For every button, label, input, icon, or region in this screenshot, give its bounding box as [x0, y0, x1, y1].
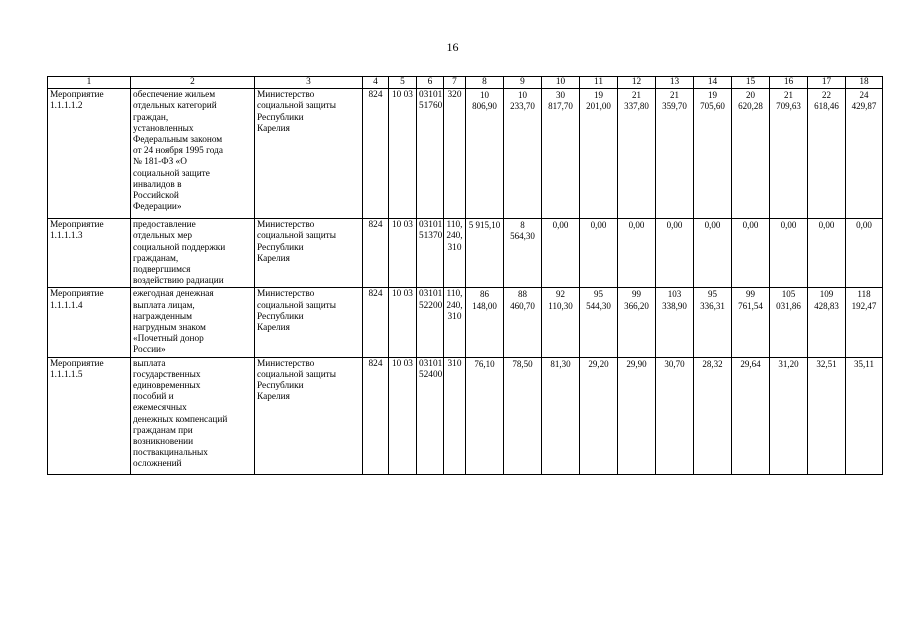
- table-cell: 8 564,30: [504, 219, 542, 288]
- table-cell: 824: [363, 288, 389, 357]
- table-cell: 20 620,28: [732, 89, 770, 219]
- table-row: [48, 288, 883, 357]
- table-cell: 31,20: [770, 357, 808, 474]
- table-cell: 5 915,10: [466, 219, 504, 288]
- table-cell: 30,70: [656, 357, 694, 474]
- table-cell: Министерство социальной защиты Республики Карелия: [255, 357, 363, 474]
- table-cell: 30 817,70: [542, 89, 580, 219]
- table-cell: 29,64: [732, 357, 770, 474]
- table-cell: 92 110,30: [542, 288, 580, 357]
- column-header: 1: [48, 77, 131, 89]
- table-cell: 99 366,20: [618, 288, 656, 357]
- table-cell: 824: [363, 89, 389, 219]
- budget-table: [47, 76, 883, 475]
- column-header: 5: [389, 77, 417, 89]
- column-header: 14: [694, 77, 732, 89]
- table-row: [48, 89, 883, 219]
- table-cell: 0,00: [580, 219, 618, 288]
- table-cell: 10 03: [389, 89, 417, 219]
- table-cell: 21 359,70: [656, 89, 694, 219]
- table-cell: 0,00: [656, 219, 694, 288]
- table-cell: 19 201,00: [580, 89, 618, 219]
- column-header: 17: [808, 77, 846, 89]
- table-cell: обеспечение жильем отдельных категорий граждан, установленных Федеральным законом от 24 ноября 1995 года № 181-ФЗ «О социальной защите инвалидов в Российской Федерации»: [131, 89, 255, 219]
- table-cell: 32,51: [808, 357, 846, 474]
- table-cell: выплата государственных единовременных пособий и ежемесячных денежных компенсаций гражданам при возникновении поствакцинальных осложнений: [131, 357, 255, 474]
- column-header: 12: [618, 77, 656, 89]
- table-cell: 22 618,46: [808, 89, 846, 219]
- column-header: 10: [542, 77, 580, 89]
- table-cell: Министерство социальной защиты Республики Карелия: [255, 219, 363, 288]
- table-cell: 86 148,00: [466, 288, 504, 357]
- table-cell: Мероприятие 1.1.1.1.3: [48, 219, 131, 288]
- header-row: [48, 77, 883, 89]
- column-header: 4: [363, 77, 389, 89]
- table-row: [48, 219, 883, 288]
- column-header: 16: [770, 77, 808, 89]
- table-cell: Министерство социальной защиты Республики Карелия: [255, 89, 363, 219]
- column-header: 3: [255, 77, 363, 89]
- table-cell: 95 544,30: [580, 288, 618, 357]
- table-cell: 03101 52200: [417, 288, 444, 357]
- table-cell: 110, 240, 310: [444, 219, 466, 288]
- table-cell: 03101 51760: [417, 89, 444, 219]
- table-cell: Мероприятие 1.1.1.1.4: [48, 288, 131, 357]
- table-cell: 110, 240, 310: [444, 288, 466, 357]
- table-cell: 81,30: [542, 357, 580, 474]
- table-cell: 118 192,47: [846, 288, 883, 357]
- table-cell: 0,00: [732, 219, 770, 288]
- column-header: 13: [656, 77, 694, 89]
- table-cell: ежегодная денежная выплата лицам, награжденным нагрудным знаком «Почетный донор России»: [131, 288, 255, 357]
- table-cell: Министерство социальной защиты Республики Карелия: [255, 288, 363, 357]
- table-cell: 03101 52400: [417, 357, 444, 474]
- table-cell: 21 709,63: [770, 89, 808, 219]
- table-cell: Мероприятие 1.1.1.1.2: [48, 89, 131, 219]
- table-cell: 99 761,54: [732, 288, 770, 357]
- table-cell: 0,00: [694, 219, 732, 288]
- table-cell: 95 336,31: [694, 288, 732, 357]
- table-cell: 824: [363, 219, 389, 288]
- column-header: 7: [444, 77, 466, 89]
- table-cell: 29,20: [580, 357, 618, 474]
- column-header: 15: [732, 77, 770, 89]
- table-cell: 109 428,83: [808, 288, 846, 357]
- column-header: 18: [846, 77, 883, 89]
- column-header: 9: [504, 77, 542, 89]
- table-cell: 88 460,70: [504, 288, 542, 357]
- table-cell: 24 429,87: [846, 89, 883, 219]
- table-cell: 105 031,86: [770, 288, 808, 357]
- table-cell: 10 03: [389, 288, 417, 357]
- table-cell: 10 03: [389, 357, 417, 474]
- page-number: 16: [446, 40, 459, 54]
- table-cell: 10 03: [389, 219, 417, 288]
- table-cell: 0,00: [846, 219, 883, 288]
- table-row: [48, 357, 883, 474]
- table-cell: 824: [363, 357, 389, 474]
- table-cell: 310: [444, 357, 466, 474]
- table-cell: 35,11: [846, 357, 883, 474]
- table-cell: 19 705,60: [694, 89, 732, 219]
- column-header: 6: [417, 77, 444, 89]
- table-cell: 03101 51370: [417, 219, 444, 288]
- table-cell: 320: [444, 89, 466, 219]
- table-cell: 103 338,90: [656, 288, 694, 357]
- column-header: 11: [580, 77, 618, 89]
- table-cell: 0,00: [770, 219, 808, 288]
- column-header: 2: [131, 77, 255, 89]
- table-cell: 76,10: [466, 357, 504, 474]
- table-cell: 10 233,70: [504, 89, 542, 219]
- table-cell: 28,32: [694, 357, 732, 474]
- table-cell: Мероприятие 1.1.1.1.5: [48, 357, 131, 474]
- table-cell: 0,00: [618, 219, 656, 288]
- table-cell: 10 806,90: [466, 89, 504, 219]
- table-cell: 78,50: [504, 357, 542, 474]
- column-header: 8: [466, 77, 504, 89]
- table-cell: 21 337,80: [618, 89, 656, 219]
- table-cell: 0,00: [808, 219, 846, 288]
- table-cell: 29,90: [618, 357, 656, 474]
- table-cell: предоставление отдельных мер социальной поддержки гражданам, подвергшимся воздействию радиации: [131, 219, 255, 288]
- table-cell: 0,00: [542, 219, 580, 288]
